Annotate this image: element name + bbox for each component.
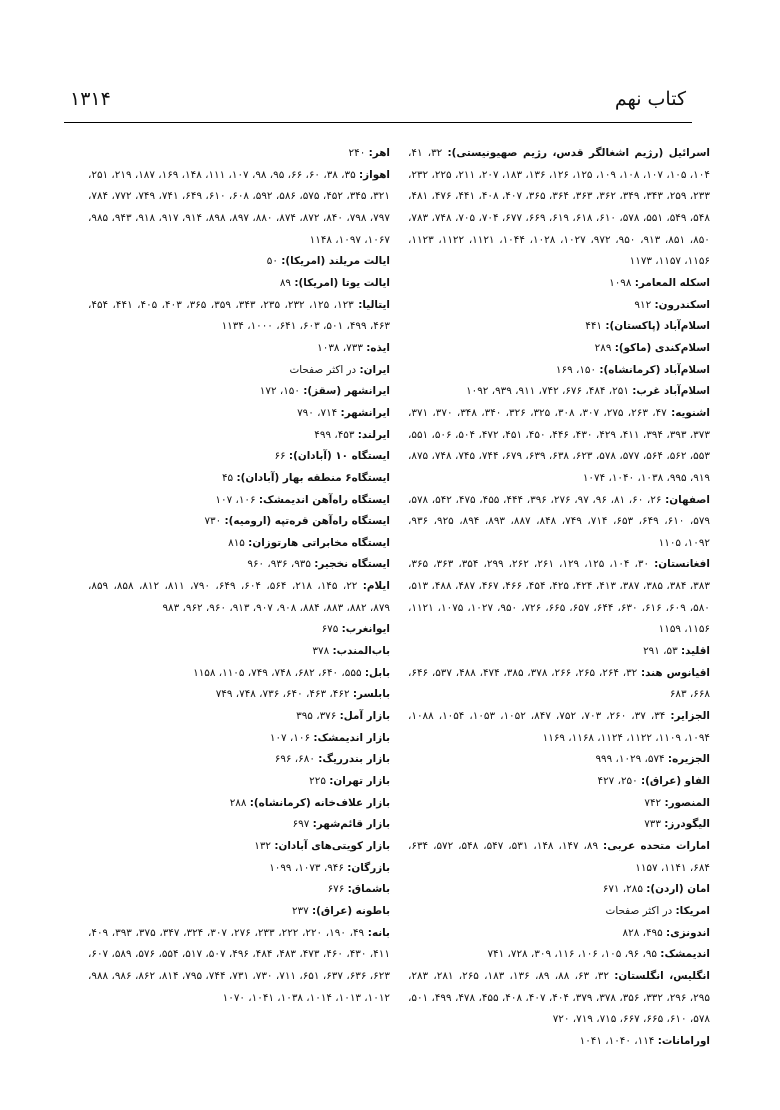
index-term: الیگودرز: — [664, 818, 710, 831]
index-entry — [408, 923, 710, 945]
index-pages: ۴۵۳، ۴۹۹ — [314, 428, 358, 441]
index-entry — [408, 338, 710, 360]
index-pages: ۱۵۰، ۱۶۹ — [555, 363, 600, 376]
index-term: اقیانوس هند: — [641, 666, 710, 679]
index-term: امریکا: — [675, 904, 710, 917]
index-pages: ۸۹ — [279, 276, 295, 289]
index-term: بازار اندیمشک: — [313, 731, 390, 744]
index-pages: ۶۹۷ — [292, 818, 313, 831]
index-term: بازار بندرریگ: — [318, 753, 390, 766]
index-pages: ۳۷۸ — [312, 645, 333, 658]
index-entry — [408, 143, 710, 273]
index-pages: ۲۴۰ — [348, 147, 369, 159]
index-entry — [88, 273, 390, 295]
index-term: ایلام: — [362, 580, 390, 593]
index-entry — [88, 360, 390, 382]
index-entry — [88, 663, 390, 685]
index-pages: ۵۳، ۲۹۱ — [643, 645, 681, 658]
index-pages: ۳۰، ۱۰۴، ۱۲۵، ۱۲۹، ۲۶۱، ۲۶۲، ۲۹۹، ۳۵۴، ۳۶۳، ۳۶۵، ۳۸۳، ۳۸۴، ۳۸۵، ۳۸۷، ۴۱۳، ۴۲۴، ۴۲۵، ۴۵۴، ۴۶۶، ۴۶۷، ۴۸۷، ۴۸۸، ۵۱۳، ۵۸۰، ۶۰۹، ۶۱۶، ۶۳۰، ۶۴۴، ۶۵۷، ۶۶۵، ۷۲۶، ۹۵۰، ۱۰۲۷، ۱۰۷۵، ۱۱۲۱، ۱۱۵۶، ۱۱۵۹ — [408, 558, 710, 636]
index-term: ایالت یوتا (امریکا): — [294, 276, 390, 289]
index-term: ایرانشهر: — [340, 406, 390, 419]
index-pages: ۳۲، ۲۶۴، ۲۶۵، ۲۶۶، ۳۷۸، ۳۸۵، ۴۷۴، ۴۸۸، ۵۳۷، ۶۴۶، ۶۶۸، ۶۸۳ — [408, 666, 710, 701]
index-pages: ۹۴۶، ۱۰۷۳، ۱۰۹۹ — [269, 861, 348, 874]
index-pages: ۴۹، ۱۹۰، ۲۲۰، ۲۲۲، ۲۳۳، ۲۷۶، ۳۰۷، ۳۲۴، ۳۴۷، ۳۷۵، ۳۹۳، ۴۰۹، ۴۱۱، ۴۳۰، ۴۶۰، ۴۷۳، ۴۸۳، ۴۸۴، ۴۹۶، ۵۰۷، ۵۱۷، ۵۵۴، ۵۷۶، ۵۸۹، ۶۰۷، ۶۲۳، ۶۳۶، ۶۳۷، ۶۵۱، ۷۱۱، ۷۳۰، ۷۳۱، ۷۴۴، ۷۹۵، ۸۱۴، ۸۶۲، ۹۸۶، ۹۸۸، ۱۰۱۲، ۱۰۱۳، ۱۰۱۴، ۱۰۳۸، ۱۰۴۱، ۱۰۷۰ — [88, 926, 390, 1004]
index-pages: ۱۲۳، ۱۲۵، ۲۳۲، ۲۳۵، ۳۴۳، ۳۵۹، ۳۶۵، ۴۰۳، ۴۰۵، ۴۴۱، ۴۵۴، ۴۶۳، ۴۹۹، ۵۰۱، ۶۰۳، ۶۴۱، ۱۰۰۰، ۱۱۳۴ — [88, 298, 390, 333]
index-entry — [408, 836, 710, 879]
index-entry — [88, 684, 390, 706]
index-entry — [88, 533, 390, 555]
index-pages: ۴۴۱ — [585, 320, 606, 333]
index-pages: ۶۸۰، ۶۹۶ — [274, 753, 319, 766]
index-pages: ۲۳۷ — [291, 904, 312, 917]
index-term: ایرلند: — [357, 428, 390, 441]
index-column-left — [88, 143, 390, 1009]
index-term: اورامانات: — [657, 1034, 710, 1047]
index-term: اسلام‌کندی (ماکو): — [614, 341, 710, 354]
index-term: المنصور: — [664, 796, 710, 809]
index-entry — [408, 944, 710, 966]
index-pages: ۳۴، ۳۷، ۲۶۰، ۷۰۳، ۷۵۲، ۸۴۷، ۱۰۵۲، ۱۰۵۳، ۱۰۵۴، ۱۰۸۸، ۱۰۹۴، ۱۱۰۹، ۱۱۲۲، ۱۱۲۴، ۱۱۶۸، ۱۱۶۹ — [408, 710, 710, 744]
index-term: بازرگان: — [347, 861, 390, 874]
index-pages: ۲۸۸ — [229, 796, 250, 809]
index-pages: ۳۷۶، ۳۹۵ — [296, 710, 340, 723]
index-pages: ۷۳۰ — [204, 515, 225, 528]
index-term: الجزایر: — [670, 710, 710, 723]
index-term: بازار تهران: — [329, 775, 390, 788]
index-pages: ۷۳۳، ۱۰۳۸ — [317, 341, 367, 354]
index-term: الجزیره: — [667, 753, 710, 766]
index-term: باشماق: — [347, 883, 390, 896]
index-pages: ۲۸۵، ۶۷۱ — [602, 883, 647, 896]
index-term: ایران: — [359, 363, 390, 376]
index-term: انگلیس، انگلستان: — [614, 969, 710, 982]
index-term: امارات متحده عربی: — [603, 840, 710, 852]
book-title: کتاب نهم — [614, 88, 686, 110]
index-term: ایالت مریلند (امریکا): — [281, 255, 390, 268]
index-pages: ۴۶۲، ۴۶۳، ۶۴۰، ۷۳۶، ۷۴۸، ۷۴۹ — [215, 688, 353, 701]
index-entry — [88, 793, 390, 815]
index-entry — [88, 554, 390, 576]
index-term: ایستگاه۶ منطقه بهار (آبادان): — [236, 471, 390, 484]
index-pages: در اکثر صفحات — [289, 363, 360, 376]
index-column-right — [408, 143, 710, 1053]
index-term: بازار آمل: — [339, 710, 390, 723]
index-term: اقلید: — [680, 645, 710, 658]
index-term: بانه: — [367, 926, 390, 939]
index-pages: ۲۵۰، ۴۲۷ — [597, 775, 641, 788]
index-term: اصفهان: — [665, 493, 710, 506]
header-rule — [64, 122, 692, 123]
index-term: ایستگاه مخابراتی هارتوزان: — [248, 536, 390, 549]
index-term: ایوانغرب: — [341, 623, 390, 636]
index-pages: ۲۲، ۱۴۵، ۲۱۸، ۵۶۴، ۶۰۴، ۶۴۹، ۷۹۰، ۸۱۱، ۸۱۲، ۸۵۸، ۸۵۹، ۸۷۹، ۸۸۲، ۸۸۳، ۸۸۴، ۹۰۸، ۹۰۷، ۹۱۳، ۹۶۰، ۹۶۲، ۹۸۳ — [88, 580, 390, 614]
index-pages: ۲۸۹ — [594, 341, 615, 354]
index-entry — [88, 814, 390, 836]
index-term: باطونه (عراق): — [312, 904, 390, 917]
index-entry — [88, 446, 390, 468]
index-term: امان (اردن): — [646, 883, 710, 896]
index-pages: ۹۵، ۹۶، ۱۰۵، ۱۰۶، ۱۱۶، ۳۰۹، ۷۲۸، ۷۴۱ — [487, 948, 661, 961]
index-entry — [408, 381, 710, 403]
index-entry — [88, 728, 390, 750]
index-pages: ۷۴۲ — [644, 796, 665, 809]
index-entry — [88, 923, 390, 1010]
index-term: اسکندرون: — [654, 298, 710, 311]
index-pages: ۲۵۱، ۴۸۴، ۶۷۶، ۷۴۲، ۹۱۱، ۹۳۹، ۱۰۹۲ — [466, 385, 633, 398]
index-entry — [88, 836, 390, 858]
index-entry — [88, 468, 390, 490]
index-entry — [88, 490, 390, 512]
index-term: اهواز: — [359, 168, 390, 181]
index-pages: ۳۲، ۶۳، ۸۸، ۸۹، ۱۳۶، ۱۸۳، ۲۶۵، ۲۸۱، ۲۸۳، ۲۹۵، ۲۹۶، ۳۳۲، ۳۵۶، ۳۷۸، ۳۷۹، ۴۰۴، ۴۰۷، ۴۰۸، ۴۵۵، ۴۷۸، ۴۹۹، ۵۰۱، ۵۷۸، ۶۱۰، ۶۶۵، ۶۶۷، ۷۱۵، ۷۱۹، ۷۲۰ — [408, 969, 710, 1026]
index-entry — [408, 814, 710, 836]
index-pages: ۴۵ — [221, 471, 237, 484]
index-term: بازار کویتی‌های آبادان: — [274, 840, 390, 852]
index-pages: ۶۷۶ — [327, 883, 348, 896]
index-entry — [88, 295, 390, 338]
index-entry — [408, 360, 710, 382]
index-entry — [88, 143, 390, 165]
index-entry — [408, 749, 710, 771]
index-term: بابلسر: — [352, 688, 390, 701]
index-term: ایستگاه ۱۰ (آبادان): — [288, 450, 390, 463]
index-entry — [88, 381, 390, 403]
index-entry — [408, 663, 710, 706]
index-entry — [408, 295, 710, 317]
index-pages: ۶۶ — [274, 450, 289, 463]
index-entry — [408, 966, 710, 1031]
index-pages: ۵۷۴، ۱۰۲۹، ۹۹۹ — [595, 753, 668, 766]
index-entry — [408, 403, 710, 490]
index-entry — [88, 641, 390, 663]
index-entry — [408, 771, 710, 793]
index-term: اندیمشک: — [660, 948, 710, 961]
index-term: ایستگاه راه‌آهن اندیمشک: — [258, 493, 390, 506]
index-term: ایرانشهر (سقز): — [303, 385, 390, 398]
index-term: اسلام‌آباد غرب: — [632, 385, 710, 398]
index-pages: ۴۹۵، ۸۲۸ — [622, 926, 667, 939]
index-entry — [408, 641, 710, 663]
index-term: بازار قائم‌شهر: — [312, 818, 390, 831]
index-term: اسلام‌آباد (کرمانشاه): — [599, 363, 710, 376]
index-pages: ۱۵۰، ۱۷۲ — [259, 385, 304, 398]
index-pages: ۳۵، ۳۸، ۶۰، ۶۶، ۹۵، ۹۸، ۱۰۷، ۱۱۱، ۱۴۸، ۱۶۹، ۱۸۷، ۲۱۹، ۲۵۱، ۳۲۱، ۳۴۵، ۴۵۲، ۵۷۵، ۵۸۶، ۵۹۲، ۶۰۸، ۶۱۰، ۶۴۹، ۷۴۱، ۷۴۹، ۷۷۲، ۷۸۴، ۷۹۷، ۷۹۸، ۸۴۰، ۸۷۲، ۸۷۴، ۸۸۰، ۸۹۷، ۸۹۸، ۹۱۴، ۹۱۷، ۹۱۸، ۹۴۳، ۹۸۵، ۱۰۶۷، ۱۰۹۷، ۱۱۴۸ — [88, 168, 390, 246]
index-pages: ۱۳۲ — [254, 840, 275, 852]
index-pages: ۷۳۳ — [644, 818, 665, 831]
index-term: افغانستان: — [654, 558, 710, 571]
index-term: باب‌المندب: — [332, 645, 390, 658]
index-pages: ۱۱۴، ۱۰۴۰، ۱۰۴۱ — [579, 1034, 658, 1047]
index-entry — [408, 554, 710, 641]
index-entry — [88, 425, 390, 447]
index-entry — [88, 338, 390, 360]
index-term: الفاو (عراق): — [641, 775, 710, 788]
index-entry — [88, 858, 390, 880]
index-term: ایستگاه راه‌آهن قره‌تپه (ارومیه): — [224, 515, 390, 528]
index-pages: ۱۰۶، ۱۰۷ — [215, 493, 259, 506]
index-pages: ۳۲، ۴۱، ۱۰۴، ۱۰۵، ۱۰۷، ۱۰۸، ۱۰۹، ۱۲۵، ۱۲۶، ۱۳۶، ۱۸۳، ۲۰۷، ۲۱۱، ۲۲۵، ۲۳۲، ۲۳۳، ۲۵۹، ۳۴۳، ۳۴۹، ۳۶۲، ۳۶۳، ۳۶۴، ۳۶۵، ۴۰۷، ۴۰۸، ۴۴۱، ۴۷۶، ۴۸۱، ۵۴۸، ۵۴۹، ۵۵۱، ۵۷۸، ۶۱۰، ۶۱۸، ۶۱۹، ۶۶۹، ۶۷۷، ۷۰۴، ۷۰۵، ۷۴۸، ۷۸۳، ۸۵۰، ۸۵۱، ۹۱۳، ۹۵۰، ۹۷۲، ۱۰۲۷، ۱۰۲۸، ۱۰۴۴، ۱۱۲۱، ۱۱۲۲، ۱۱۲۳، ۱۱۵۶، ۱۱۵۷، ۱۱۷۳ — [408, 147, 710, 268]
index-term: اسرائیل (رژیم اشغالگر قدس، رژیم صهیونیستی): — [447, 147, 710, 159]
index-entry — [88, 749, 390, 771]
index-pages: ۵۰ — [266, 255, 282, 268]
index-entry — [408, 901, 710, 923]
index-pages: در اکثر صفحات — [605, 904, 676, 917]
index-term: اسلام‌آباد (پاکستان): — [605, 320, 710, 333]
index-entry — [88, 771, 390, 793]
index-entry — [88, 706, 390, 728]
index-term: اشنویه: — [671, 406, 710, 419]
index-entry — [88, 511, 390, 533]
index-term: ایذه: — [366, 341, 390, 354]
index-term: اهر: — [368, 147, 390, 159]
index-pages: ۸۱۵ — [228, 536, 249, 549]
index-pages: ۵۵۵، ۶۴۰، ۶۸۲، ۷۴۸، ۷۴۹، ۱۱۰۵، ۱۱۵۸ — [193, 666, 365, 679]
page-number: ۱۳۱۴ — [70, 88, 111, 110]
index-entry — [88, 251, 390, 273]
index-pages: ۱۰۶، ۱۰۷ — [269, 731, 314, 744]
index-entry — [408, 706, 710, 749]
index-pages: ۷۱۴، ۷۹۰ — [297, 406, 341, 419]
index-entry — [408, 490, 710, 555]
index-entry — [408, 273, 710, 295]
index-pages: ۸۹، ۱۴۷، ۱۴۸، ۵۳۱، ۵۴۷، ۵۴۸، ۵۷۲، ۶۳۴، ۶۸۴، ۱۱۴۱، ۱۱۵۷ — [408, 840, 710, 874]
index-entry — [88, 576, 390, 619]
index-entry — [408, 316, 710, 338]
index-term: ایستگاه نخجیر: — [314, 558, 390, 571]
index-entry — [88, 901, 390, 923]
index-term: ایتالیا: — [358, 298, 390, 311]
index-term: اسکله المعامر: — [634, 276, 710, 289]
index-entry — [408, 879, 710, 901]
index-term: اندونزی: — [666, 926, 710, 939]
index-pages: ۲۶، ۶۰، ۸۱، ۹۶، ۹۷، ۲۷۶، ۳۹۶، ۴۴۴، ۴۵۵، ۴۷۵، ۵۴۲، ۵۷۸، ۵۷۹، ۶۱۰، ۶۴۹، ۶۵۳، ۷۱۴، ۷۴۹، ۸۴۸، ۸۸۷، ۸۹۳، ۸۹۴، ۹۲۵، ۹۳۶، ۱۰۹۲، ۱۱۰۵ — [408, 493, 710, 549]
index-term: بابل: — [364, 666, 390, 679]
index-entry — [88, 619, 390, 641]
index-pages: ۲۲۵ — [309, 775, 330, 788]
index-term: بازار علاف‌خانه (کرمانشاه): — [249, 796, 390, 809]
index-pages: ۱۰۹۸ — [609, 276, 635, 289]
index-entry — [408, 1031, 710, 1053]
index-entry — [408, 793, 710, 815]
index-pages: ۹۱۲ — [634, 298, 655, 311]
index-pages: ۹۳۵، ۹۳۶، ۹۶۰ — [247, 558, 315, 571]
index-pages: ۴۷، ۲۶۳، ۲۷۵، ۳۰۷، ۳۰۸، ۳۲۵، ۳۲۶، ۳۴۰، ۳۴۸، ۳۷۰، ۳۷۱، ۳۷۳، ۳۹۳، ۳۹۴، ۴۱۱، ۴۲۹، ۴۳۰، ۴۴۶، ۴۵۰، ۴۵۱، ۴۷۲، ۵۰۴، ۵۰۶، ۵۵۱، ۵۵۳، ۵۶۲، ۵۶۴، ۵۷۷، ۵۷۸، ۶۲۳، ۶۳۸، ۶۳۹، ۶۷۹، ۷۴۴، ۷۴۵، ۷۴۸، ۸۷۵، ۹۱۹، ۹۹۵، ۱۰۳۸، ۱۰۴۰، ۱۰۷۴ — [408, 406, 710, 484]
index-entry — [88, 879, 390, 901]
index-pages: ۶۷۵ — [321, 623, 342, 636]
index-entry — [88, 165, 390, 252]
index-entry — [88, 403, 390, 425]
